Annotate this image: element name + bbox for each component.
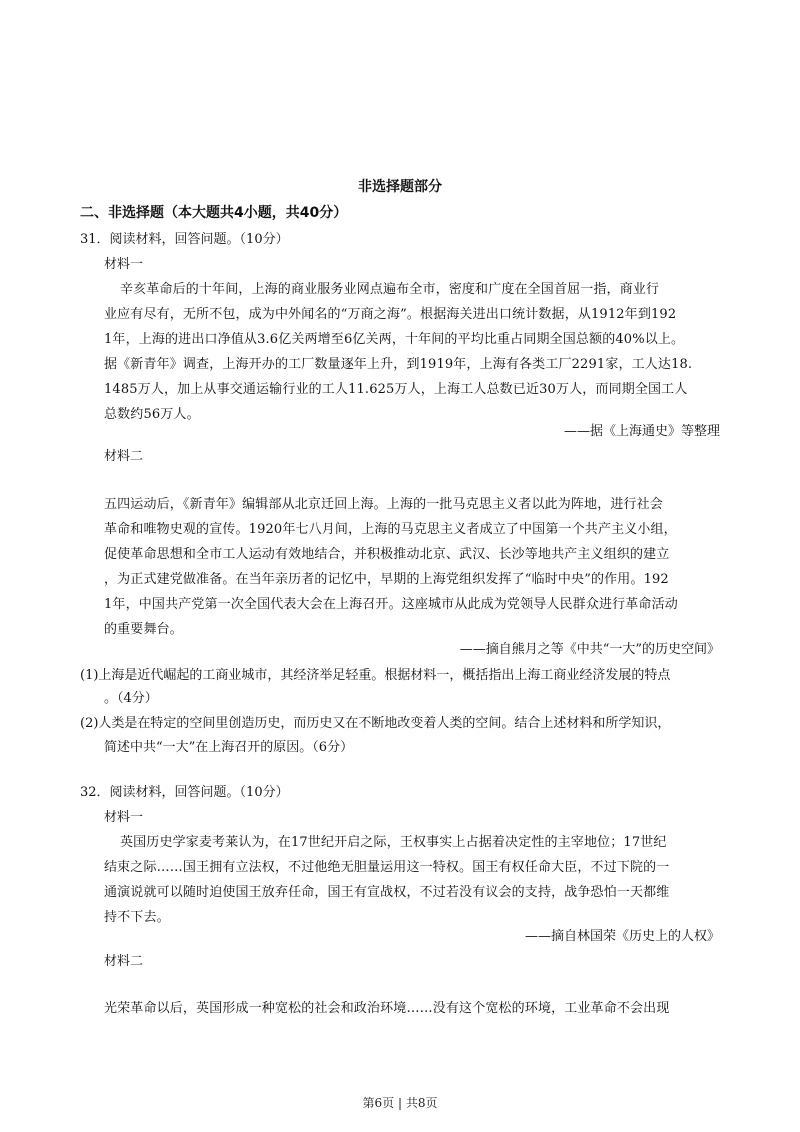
- q32-m1-line: 英国历史学家麦考莱认为，在17世纪开启之际，王权事实上占据着决定性的主宰地位；17世纪: [120, 835, 667, 850]
- q31-m1-line: 1485万人，加上从事交通运输行业的工人11.625万人，上海工人总数已近30万人，而同期全国工人: [104, 382, 688, 397]
- q32-m1-source: ——摘自林国荣《历史上的人权》: [524, 929, 720, 944]
- q31-m2-line: 促使革命思想和全市工人运动有效地结合，并积极推动北京、武汉、长沙等地共产主义组织的建立: [104, 547, 670, 562]
- q32-m1-line: 持不下去。: [104, 910, 170, 925]
- q32-material2-label: 材料二: [104, 954, 144, 969]
- q32-m1-line: 结束之际……国王拥有立法权，不过他绝无胆量运用这一特权。国王有权任命大臣，不过下院的一: [104, 860, 670, 875]
- q31-m1-line: 总数约56万人。: [104, 407, 200, 422]
- q31-m1-line: 据《新青年》调查，上海开办的工厂数量逐年上升，到1919年，上海有各类工厂2291家，工人达18.: [104, 357, 693, 372]
- q32-material1-label: 材料一: [104, 810, 144, 825]
- q31-sub2-line: (2)人类是在特定的空间里创造历史，而历史又在不断地改变着人类的空间。结合上述材料和所学知识，: [80, 716, 671, 731]
- q31-sub1-line: 。（4分）: [104, 691, 158, 706]
- q31-m2-line: 1年，中国共产党第一次全国代表大会在上海召开。这座城市从此成为党领导人民群众进行革命活动: [104, 597, 678, 612]
- section-title: 非选择题部分: [358, 179, 442, 195]
- q31-m1-line: 辛亥革命后的十年间，上海的商业服务业网点遍布全市，密度和广度在全国首屈一指，商业行: [120, 282, 660, 297]
- part-heading: 二、非选择题（本大题共4小题，共40分）: [80, 205, 348, 221]
- q31-m2-line: ，为正式建党做准备。在当年亲历者的记忆中，早期的上海党组织发挥了“临时中央”的作用。192: [104, 572, 669, 587]
- q31-m1-line: 业应有尽有，无所不包，成为中外闻名的“万商之海”。根据海关进出口统计数据，从1912年到192: [104, 307, 677, 322]
- q31-m2-source: ——摘自熊月之等《中共“一大”的历史空间》: [459, 642, 720, 657]
- q31-m2-line: 革命和唯物史观的宣传。1920年七八月间，上海的马克思主义者成立了中国第一个共产主义小组，: [104, 522, 677, 537]
- q31-material2-label: 材料二: [104, 449, 144, 464]
- q31-m1-source: ——据《上海通史》等整理: [563, 424, 720, 439]
- q31-m1-line: 1年，上海的进出口净值从3.6亿关两增至6亿关两，十年间的平均比重占同期全国总额的40%以上。: [104, 332, 685, 347]
- q32-m2-line: 光荣革命以后，英国形成一种宽松的社会和政治环境……没有这个宽松的环境，工业革命不会出现: [104, 1001, 670, 1016]
- q31-sub1-line: (1)上海是近代崛起的工商业城市，其经济举足轻重。根据材料一，概括指出上海工商业经济发展的特点: [80, 668, 671, 683]
- q31-m2-line: 的重要舞台。: [104, 622, 183, 637]
- q31-heading: 31．阅读材料，回答问题。（10分）: [80, 232, 289, 247]
- page-footer: 第6页 | 共8页: [362, 1096, 438, 1110]
- q31-material1-label: 材料一: [104, 257, 144, 272]
- q32-m1-line: 通演说就可以随时迫使国王放弃任命，国王有宣战权，不过若没有议会的支持，战争恐怕一天都维: [104, 885, 670, 900]
- q31-sub2-line: 简述中共“一大”在上海召开的原因。（6分）: [104, 740, 354, 755]
- q31-m2-line: 五四运动后，《新青年》编辑部从北京迁回上海。上海的一批马克思主义者以此为阵地，进行社会: [104, 497, 663, 512]
- q32-heading: 32．阅读材料，回答问题。（10分）: [80, 785, 289, 800]
